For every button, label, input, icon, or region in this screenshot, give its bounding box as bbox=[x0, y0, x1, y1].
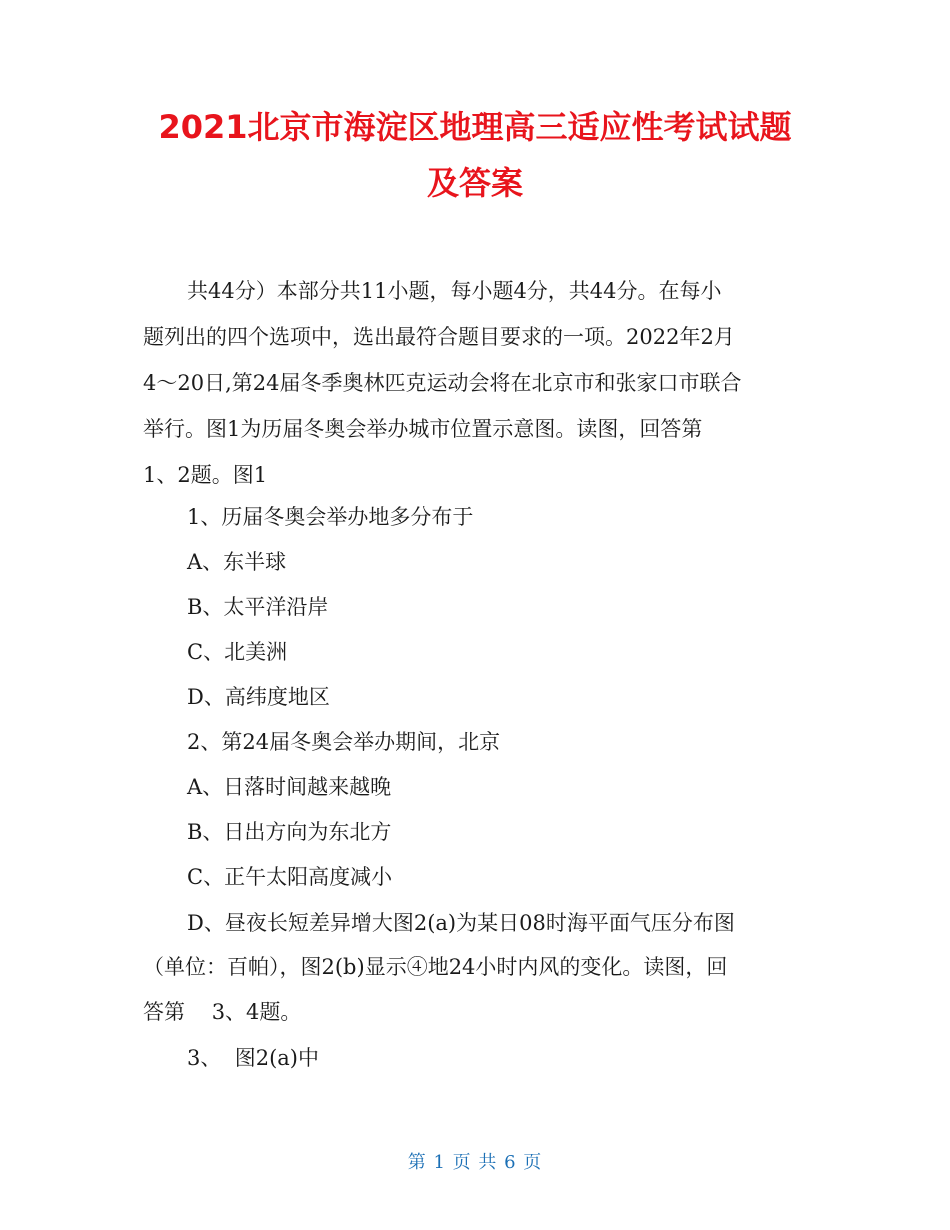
intro-line: 4～20日,第24届冬季奥林匹克运动会将在北京市和张家口市联合 bbox=[143, 371, 742, 395]
intro-line: 共44分）本部分共11小题，每小题4分，共44分。在每小 bbox=[187, 279, 722, 303]
question-1-option-a: A、东半球 bbox=[187, 550, 287, 574]
question-2-option-d: D、昼夜长短差异增大图2(a)为某日08时海平面气压分布图 bbox=[187, 911, 735, 935]
question-1-option-c: C、北美洲 bbox=[187, 640, 288, 664]
document-title-line-1: 2021北京市海淀区地理高三适应性考试试题 bbox=[158, 108, 792, 146]
document-title-line-2: 及答案 bbox=[426, 164, 523, 202]
intro-line: 题列出的四个选项中，选出最符合题目要求的一项。2022年2月 bbox=[143, 325, 735, 349]
question-2-option-d-continued: 答第 3、4题。 bbox=[143, 1000, 302, 1024]
intro-paragraph bbox=[143, 268, 811, 498]
question-2-option-c: C、正午太阳高度减小 bbox=[187, 865, 393, 889]
question-2-option-d-continued: （单位：百帕），图2(b)显示④地24小时内风的变化。读图，回 bbox=[143, 955, 728, 979]
intro-line: 举行。图1为历届冬奥会举办城市位置示意图。读图，回答第 bbox=[143, 417, 703, 441]
question-1-stem: 1、历届冬奥会举办地多分布于 bbox=[187, 505, 474, 529]
question-2-option-a: A、日落时间越来越晚 bbox=[187, 775, 392, 799]
question-1-option-d: D、高纬度地区 bbox=[187, 685, 330, 709]
intro-line: 1、2题。图1 bbox=[143, 463, 268, 487]
question-2-stem: 2、第24届冬奥会举办期间，北京 bbox=[187, 730, 501, 754]
question-3-stem: 3、 图2(a)中 bbox=[187, 1046, 319, 1070]
question-2-option-b: B、日出方向为东北方 bbox=[187, 820, 392, 844]
question-1-option-b: B、太平洋沿岸 bbox=[187, 595, 329, 619]
page-footer: 第 1 页 共 6 页 bbox=[407, 1152, 543, 1173]
